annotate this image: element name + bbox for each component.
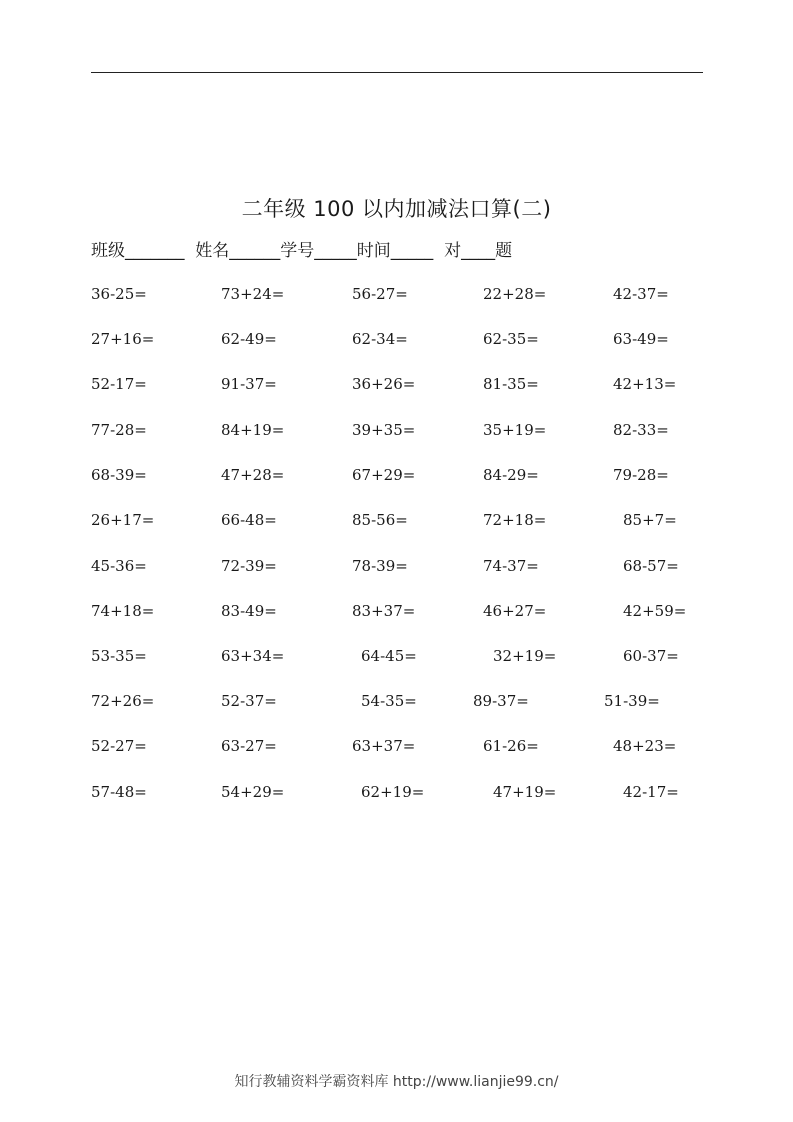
problem-r9-c3: 64-45= <box>361 647 417 665</box>
problem-r5-c4: 84-29= <box>483 466 539 484</box>
worksheet-title: 二年级 100 以内加减法口算(二) <box>241 197 552 221</box>
problem-r11-c5: 48+23= <box>613 737 677 755</box>
problem-r7-c1: 45-36= <box>91 557 147 575</box>
problem-r12-c4: 47+19= <box>493 783 557 801</box>
problem-r3-c2: 91-37= <box>221 375 277 393</box>
problem-r12-c5: 42-17= <box>623 783 679 801</box>
problem-r4-c5: 82-33= <box>613 421 669 439</box>
problem-r2-c3: 62-34= <box>352 330 408 348</box>
problem-r9-c1: 53-35= <box>91 647 147 665</box>
problem-r11-c2: 63-27= <box>221 737 277 755</box>
problem-r12-c2: 54+29= <box>221 783 285 801</box>
problem-r6-c1: 26+17= <box>91 511 155 529</box>
problem-r9-c2: 63+34= <box>221 647 285 665</box>
problem-r9-c5: 60-37= <box>623 647 679 665</box>
problem-r2-c4: 62-35= <box>483 330 539 348</box>
problem-r4-c3: 39+35= <box>352 421 416 439</box>
problem-r5-c5: 79-28= <box>613 466 669 484</box>
problem-r8-c2: 83-49= <box>221 602 277 620</box>
problem-r3-c3: 36+26= <box>352 375 416 393</box>
problem-r2-c2: 62-49= <box>221 330 277 348</box>
footer-source: 知行教辅资料学霸资料库 http://www.lianjie99.cn/ <box>234 1074 559 1090</box>
problem-r1-c3: 56-27= <box>352 285 408 303</box>
problem-r7-c4: 74-37= <box>483 557 539 575</box>
problem-r5-c3: 67+29= <box>352 466 416 484</box>
problem-r11-c1: 52-27= <box>91 737 147 755</box>
problem-r1-c1: 36-25= <box>91 285 147 303</box>
problem-r11-c3: 63+37= <box>352 737 416 755</box>
problem-r6-c4: 72+18= <box>483 511 547 529</box>
problem-r6-c5: 85+7= <box>623 511 677 529</box>
problem-r5-c1: 68-39= <box>91 466 147 484</box>
problem-r2-c1: 27+16= <box>91 330 155 348</box>
problem-r8-c3: 83+37= <box>352 602 416 620</box>
problem-r10-c4: 89-37= <box>473 692 529 710</box>
problem-r10-c2: 52-37= <box>221 692 277 710</box>
problem-r2-c5: 63-49= <box>613 330 669 348</box>
problem-r7-c5: 68-57= <box>623 557 679 575</box>
problem-r5-c2: 47+28= <box>221 466 285 484</box>
problem-r11-c4: 61-26= <box>483 737 539 755</box>
problem-r9-c4: 32+19= <box>493 647 557 665</box>
problem-r3-c4: 81-35= <box>483 375 539 393</box>
problem-r6-c3: 85-56= <box>352 511 408 529</box>
problem-r8-c4: 46+27= <box>483 602 547 620</box>
student-info-line: 班级_______ 姓名______学号_____时间_____ 对____题 <box>91 241 513 261</box>
problem-r8-c5: 42+59= <box>623 602 687 620</box>
problem-r3-c1: 52-17= <box>91 375 147 393</box>
problem-r4-c1: 77-28= <box>91 421 147 439</box>
problem-r7-c2: 72-39= <box>221 557 277 575</box>
problem-r10-c1: 72+26= <box>91 692 155 710</box>
problem-r1-c4: 22+28= <box>483 285 547 303</box>
problem-r4-c2: 84+19= <box>221 421 285 439</box>
problem-r8-c1: 74+18= <box>91 602 155 620</box>
problem-r10-c3: 54-35= <box>361 692 417 710</box>
problem-r1-c2: 73+24= <box>221 285 285 303</box>
problem-r10-c5: 51-39= <box>604 692 660 710</box>
problem-r1-c5: 42-37= <box>613 285 669 303</box>
problem-r12-c3: 62+19= <box>361 783 425 801</box>
problem-r7-c3: 78-39= <box>352 557 408 575</box>
problem-r3-c5: 42+13= <box>613 375 677 393</box>
problem-r6-c2: 66-48= <box>221 511 277 529</box>
problem-r4-c4: 35+19= <box>483 421 547 439</box>
problem-r12-c1: 57-48= <box>91 783 147 801</box>
